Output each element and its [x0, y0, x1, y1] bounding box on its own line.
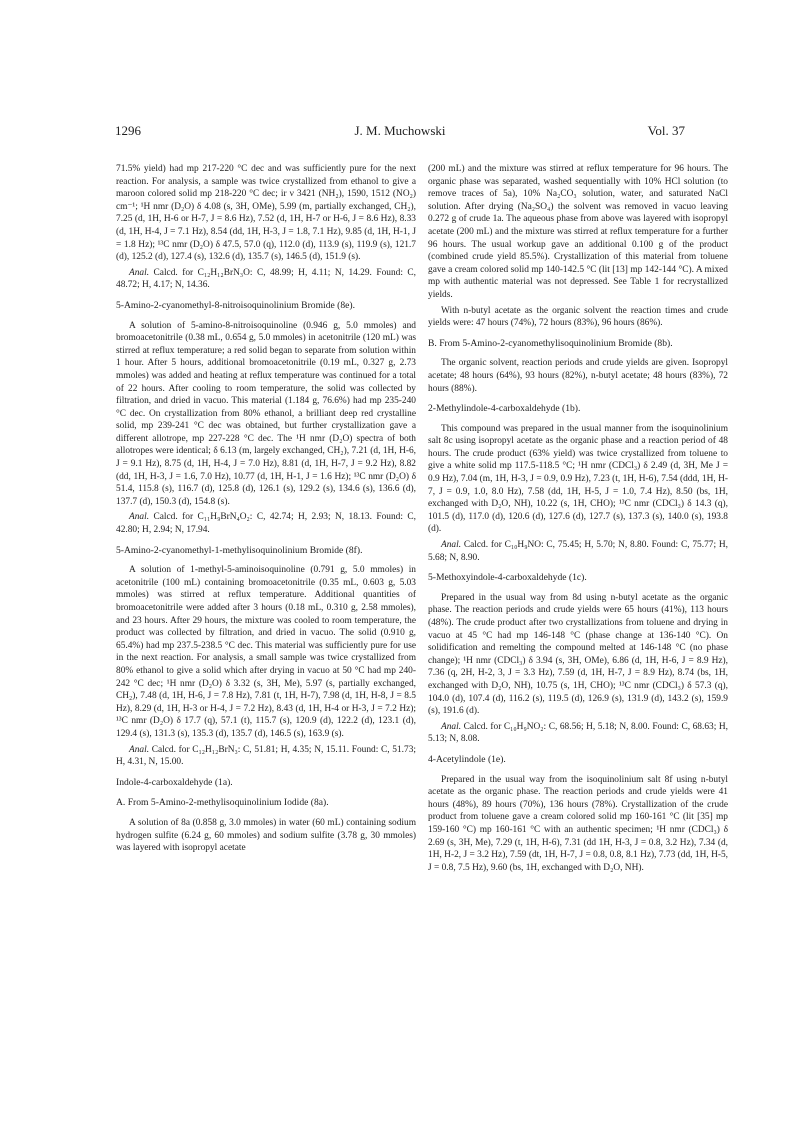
analysis-text: Calcd. for C₁₀H₉NO₂: C, 68.56; H, 5.18; N, 8.00. Found: C, 68.63; H, 5.13; N, 8.08. [428, 721, 728, 745]
analysis-text: Calcd. for C₁₀H₉NO: C, 75.45; H, 5.70; N, 8.80. Found: C, 75.77; H, 5.68; N, 8.90. [428, 540, 728, 563]
analysis-label: Anal. [441, 721, 462, 732]
page-header [115, 123, 685, 143]
paragraph: (200 mL) and the mixture was stirred at reflux temperature for 96 hours. The organic phase was separated, washed sequentially with 10% HCl solution (to remove traces of 5a), 10% Na₂CO₃ solution, water, and saturated NaCl solution. After drying (Na₂SO₄) the solvent was removed in vacuo leaving 0.272 g of crude 1a. The aqueous phase from above was layered with isopropyl acetate (200 mL) and the mixture was stirred at reflux temperature for a further 96 hours. The usual workup gave an additional 0.100 g of the product (combined crude yield 85.5%). Crystallization of this material from toluene gave a cream colored solid mp 140-142.5 °C (lit [13] mp 142-144 °C). A mixed mp with authentic material was not depressed. See Table 1 for recrystallized yields. [428, 164, 728, 300]
analysis-line [116, 744, 416, 769]
paragraph: 71.5% yield) had mp 217-220 °C dec and was sufficiently pure for the next reaction. For analysis, a sample was twice crystallized from ethanol to give a maroon colored solid mp 218-220 °C dec; ir ν 3421 (NH₂), 1590, 1512 (NO₂) cm⁻¹; ¹H nmr (D₂O) δ 4.08 (s, 3H, OMe), 5.99 (m, partially exchanged, CH₂), 7.25 (d, 1H, H-6 or H-7, J = 8.6 Hz), 7.52 (d, 1H, H-7 or H-6, J = 8.6 Hz), 8.33 (d, 1H, H-4, J = 7.1 Hz), 8.54 (dd, 1H, H-3, J = 1.8, 7.1 Hz), 9.85 (d, 1H, H-1, J = 1.8 Hz); ¹³C nmr (D₂O) δ 47.5, 57.0 (q), 112.0 (d), 113.9 (s), 119.9 (s), 121.7 (d), 125.2 (d), 127.4 (s), 132.6 (d), 135.7 (s), 146.5 (d), 151.9 (s). [116, 164, 416, 263]
paragraph: This compound was prepared in the usual manner from the isoquinolinium salt 8c using isopropyl acetate as the organic phase and a reaction period of 48 hours. The crude product (63% yield) was twice crystallized from toluene to give a white solid mp 117.5-118.5 °C; ¹H nmr (CDCl₃) δ 2.49 (d, 3H, Me J = 0.9 Hz), 7.04 (m, 1H, H-3, J = 0.9, 0.9 Hz), 7.23 (t, 1H, H-6), 7.54 (ddd, 1H, H-7, J = 0.9, 1.0, 8.0 Hz), 7.58 (dd, 1H, H-5, J = 1.0, 7.4 Hz), 8.50 (bs, 1H, exchanged with D₂O, NH), 10.22 (s, 1H, CHO); ¹³C nmr (CDCl₃) δ 14.3 (q), 101.5 (d), 117.0 (d), 120.6 (d), 127.6 (d), 127.7 (s), 137.3 (s), 140.0 (s), 193.8 (d). [428, 423, 728, 535]
analysis-line [428, 539, 728, 564]
section-heading: 4-Acetylindole (1e). [428, 753, 506, 765]
analysis-line [428, 721, 728, 746]
paragraph: A solution of 1-methyl-5-aminoisoquinoline (0.791 g, 5.0 mmoles) in acetonitrile (100 mL) containing bromoacetonitrile (0.35 mL, 0.603 g, 5.03 mmoles) was stirred at reflux temperature. Additional quantities of bromoacetonitrile were added after 3 hours (0.18 mL, 0.310 g, 2.58 mmoles), and 23 hours. After 29 hours, the mixture was cooled to room temperature, the product was collected by filtration, and dried in vacuo. The solid (0.910 g, 65.4%) had mp 237.5-238.5 °C dec. This material was sufficiently pure for use in the next reaction. For analysis, a small sample was twice crystallized from 80% ethanol to give a solid which after drying in vacuo at 50 °C had mp 240-242 °C dec; ¹H nmr (D₂O) δ 3.32 (s, 3H, Me), 5.97 (s, partially exchanged, CH₂), 7.48 (d, 1H, H-6, J = 7.8 Hz), 7.81 (t, 1H, H-7), 7.98 (d, 1H, H-8, J = 8.5 Hz), 8.29 (d, 1H, H-3 or H-4, J = 7.2 Hz), 8.43 (d, 1H, H-4 or H-3, J = 7.2 Hz); ¹³C nmr (D₂O) δ 17.7 (q), 57.1 (t), 115.7 (s), 120.9 (d), 122.2 (d), 123.1 (d), 129.4 (s), 131.3 (s), 135.3 (d), 135.7 (d), 146.5 (s), 163.9 (s). [116, 565, 416, 739]
section-heading: Indole-4-carboxaldehyde (1a). [116, 776, 233, 788]
analysis-label: Anal. [129, 512, 150, 523]
volume-label: Vol. 37 [647, 123, 685, 138]
paragraph: A solution of 5-amino-8-nitroisoquinoline (0.946 g, 5.0 mmoles) and bromoacetonitrile (0.38 mL, 0.654 g, 5.0 mmoles) in acetonitrile (120 mL) was stirred at reflux temperature; a red solid began to separate from solution within 1 hour. After 5 hours, additional bromoacetonitrile (0.19 mL, 0.327 g, 2.73 mmoles) was added and heating at reflux temperature was continued for a total of 22 hours. After cooling to room temperature, the solid was collected by filtration, and dried in vacuo. This material (1.184 g, 76.6%) had mp 235-240 °C dec. On crystallization from 80% ethanol, a brilliant deep red crystalline solid, mp 239-241 °C dec was obtained, but further crystallization gave a different allotrope, mp 227-228 °C dec. The ¹H nmr (D₂O) spectra of both allotropes were identical; δ 6.13 (m, largely exchanged, CH₂), 7.21 (d, 1H, H-6, J = 9.1 Hz), 8.75 (d, 1H, H-4, J = 7.0 Hz), 8.81 (d, 1H, H-7, J = 9.2 Hz), 8.82 (dd, 1H, H-3, J = 1.6, 7.0 Hz), 10.77 (d, 1H, H-1, J = 1.6 Hz); ¹³C nmr (D₂O) δ 51.4, 115.8 (s), 116.7 (d), 125.8 (d), 126.1 (s), 129.2 (s), 134.6 (s), 136.6 (d), 137.7 (d), 150.3 (d), 154.8 (s). [116, 320, 416, 507]
analysis-label: Anal. [129, 267, 150, 278]
left-column [116, 163, 416, 858]
analysis-line [116, 267, 416, 292]
section-heading: 2-Methylindole-4-carboxaldehyde (1b). [428, 403, 581, 415]
paragraph: The organic solvent, reaction periods and crude yields are given. Isopropyl acetate; 48 hours (64%), 93 hours (82%), n-butyl acetate; 48 hours (83%), 72 hours (88%). [428, 358, 728, 394]
subsection-heading: B. From 5-Amino-2-cyanomethylisoquinolinium Bromide (8b). [428, 337, 673, 349]
section-heading: 5-Methoxyindole-4-carboxaldehyde (1c). [428, 572, 587, 584]
analysis-line [116, 511, 416, 536]
subsection-heading: A. From 5-Amino-2-methylisoquinolinium Iodide (8a). [116, 797, 329, 809]
paragraph: A solution of 8a (0.858 g, 3.0 mmoles) in water (60 mL) containing sodium hydrogen sulfite (6.24 g, 60 mmoles) and sodium sulfite (3.78 g, 30 mmoles) was layered with isopropyl acetate [116, 817, 416, 854]
analysis-text: Calcd. for C₁₂H₁₂BrN₃: C, 51.81; H, 4.35; N, 15.11. Found: C, 51.73; H, 4.31, N, 15.00. [116, 744, 416, 768]
paragraph: Prepared in the usual way from 8d using n-butyl acetate as the organic phase. The reaction periods and crude yields were 65 hours (41%), 113 hours (48%). The crude product after two crystallizations from toluene and drying in vacuo at 45 °C had mp 146-148 °C (phase change at 136-140 °C). On solidification and remelting the compound melted at 146-148 °C (no phase change); ¹H nmr (CDCl₃) δ 3.94 (s, 3H, OMe), 6.86 (d, 1H, H-6, J = 8.9 Hz), 7.36 (q, 2H, H-2, 3, J = 3.3 Hz), 7.59 (d, 1H, H-7, J = 8.9 Hz), 8.74 (bs, 1H, exchanged with D₂O, NH), 10.75 (s, 1H, CHO); ¹³C nmr (CDCl₃) δ 57.3 (q), 104.0 (d), 107.4 (d), 116.2 (s), 119.5 (d), 126.9 (s), 131.9 (d), 143.2 (s), 159.9 (s), 191.6 (d). [428, 592, 728, 717]
section-heading: 5-Amino-2-cyanomethyl-1-methylisoquinolinium Bromide (8f). [116, 544, 363, 556]
paragraph: Prepared in the usual way from the isoquinolinium salt 8f using n-butyl acetate as the organic phase. The reaction periods and crude yields were 41 hours (48%), 89 hours (70%), 136 hours (78%). Crystallization of the crude product from toluene gave a cream colored solid mp 160-161 °C (lit [35] mp 159-160 °C) mp 160-161 °C with an authentic specimen; ¹H nmr (CDCl₃) δ 2.69 (s, 3H, Me), 7.29 (t, 1H, H-6), 7.31 (dd 1H, H-3, J = 0.8, 3.2 Hz), 7.34 (d, 1H, H-2, J = 3.2 Hz), 7.59 (dt, 1H, H-7, J = 0.8, 0.8, 8.1 Hz), 7.73 (dd, 1H, H-5, J = 0.8, 7.5 Hz), 9.60 (bs, 1H, exchanged with D₂O, NH). [428, 774, 728, 873]
right-column [428, 163, 728, 877]
paragraph: With n-butyl acetate as the organic solvent the reaction times and crude yields were: 47 hours (74%), 72 hours (83%), 96 hours (86%). [428, 305, 728, 329]
section-heading: 5-Amino-2-cyanomethyl-8-nitroisoquinolinium Bromide (8e). [116, 299, 356, 311]
analysis-label: Anal. [129, 744, 150, 755]
running-author: J. M. Muchowski [354, 123, 446, 138]
analysis-text: Calcd. for C₁₁H₉BrN₄O₂: C, 42.74; H, 2.93; N, 18.13. Found: C, 42.80; H, 2.94; N, 17.94. [116, 512, 416, 536]
analysis-text: Calcd. for C₁₂H₁₂BrN₃O: C, 48.99; H, 4.11; N, 14.29. Found: C, 48.72; H, 4.17; N, 14.36. [116, 267, 416, 291]
page-number: 1296 [115, 123, 141, 138]
analysis-label: Anal. [441, 540, 462, 551]
